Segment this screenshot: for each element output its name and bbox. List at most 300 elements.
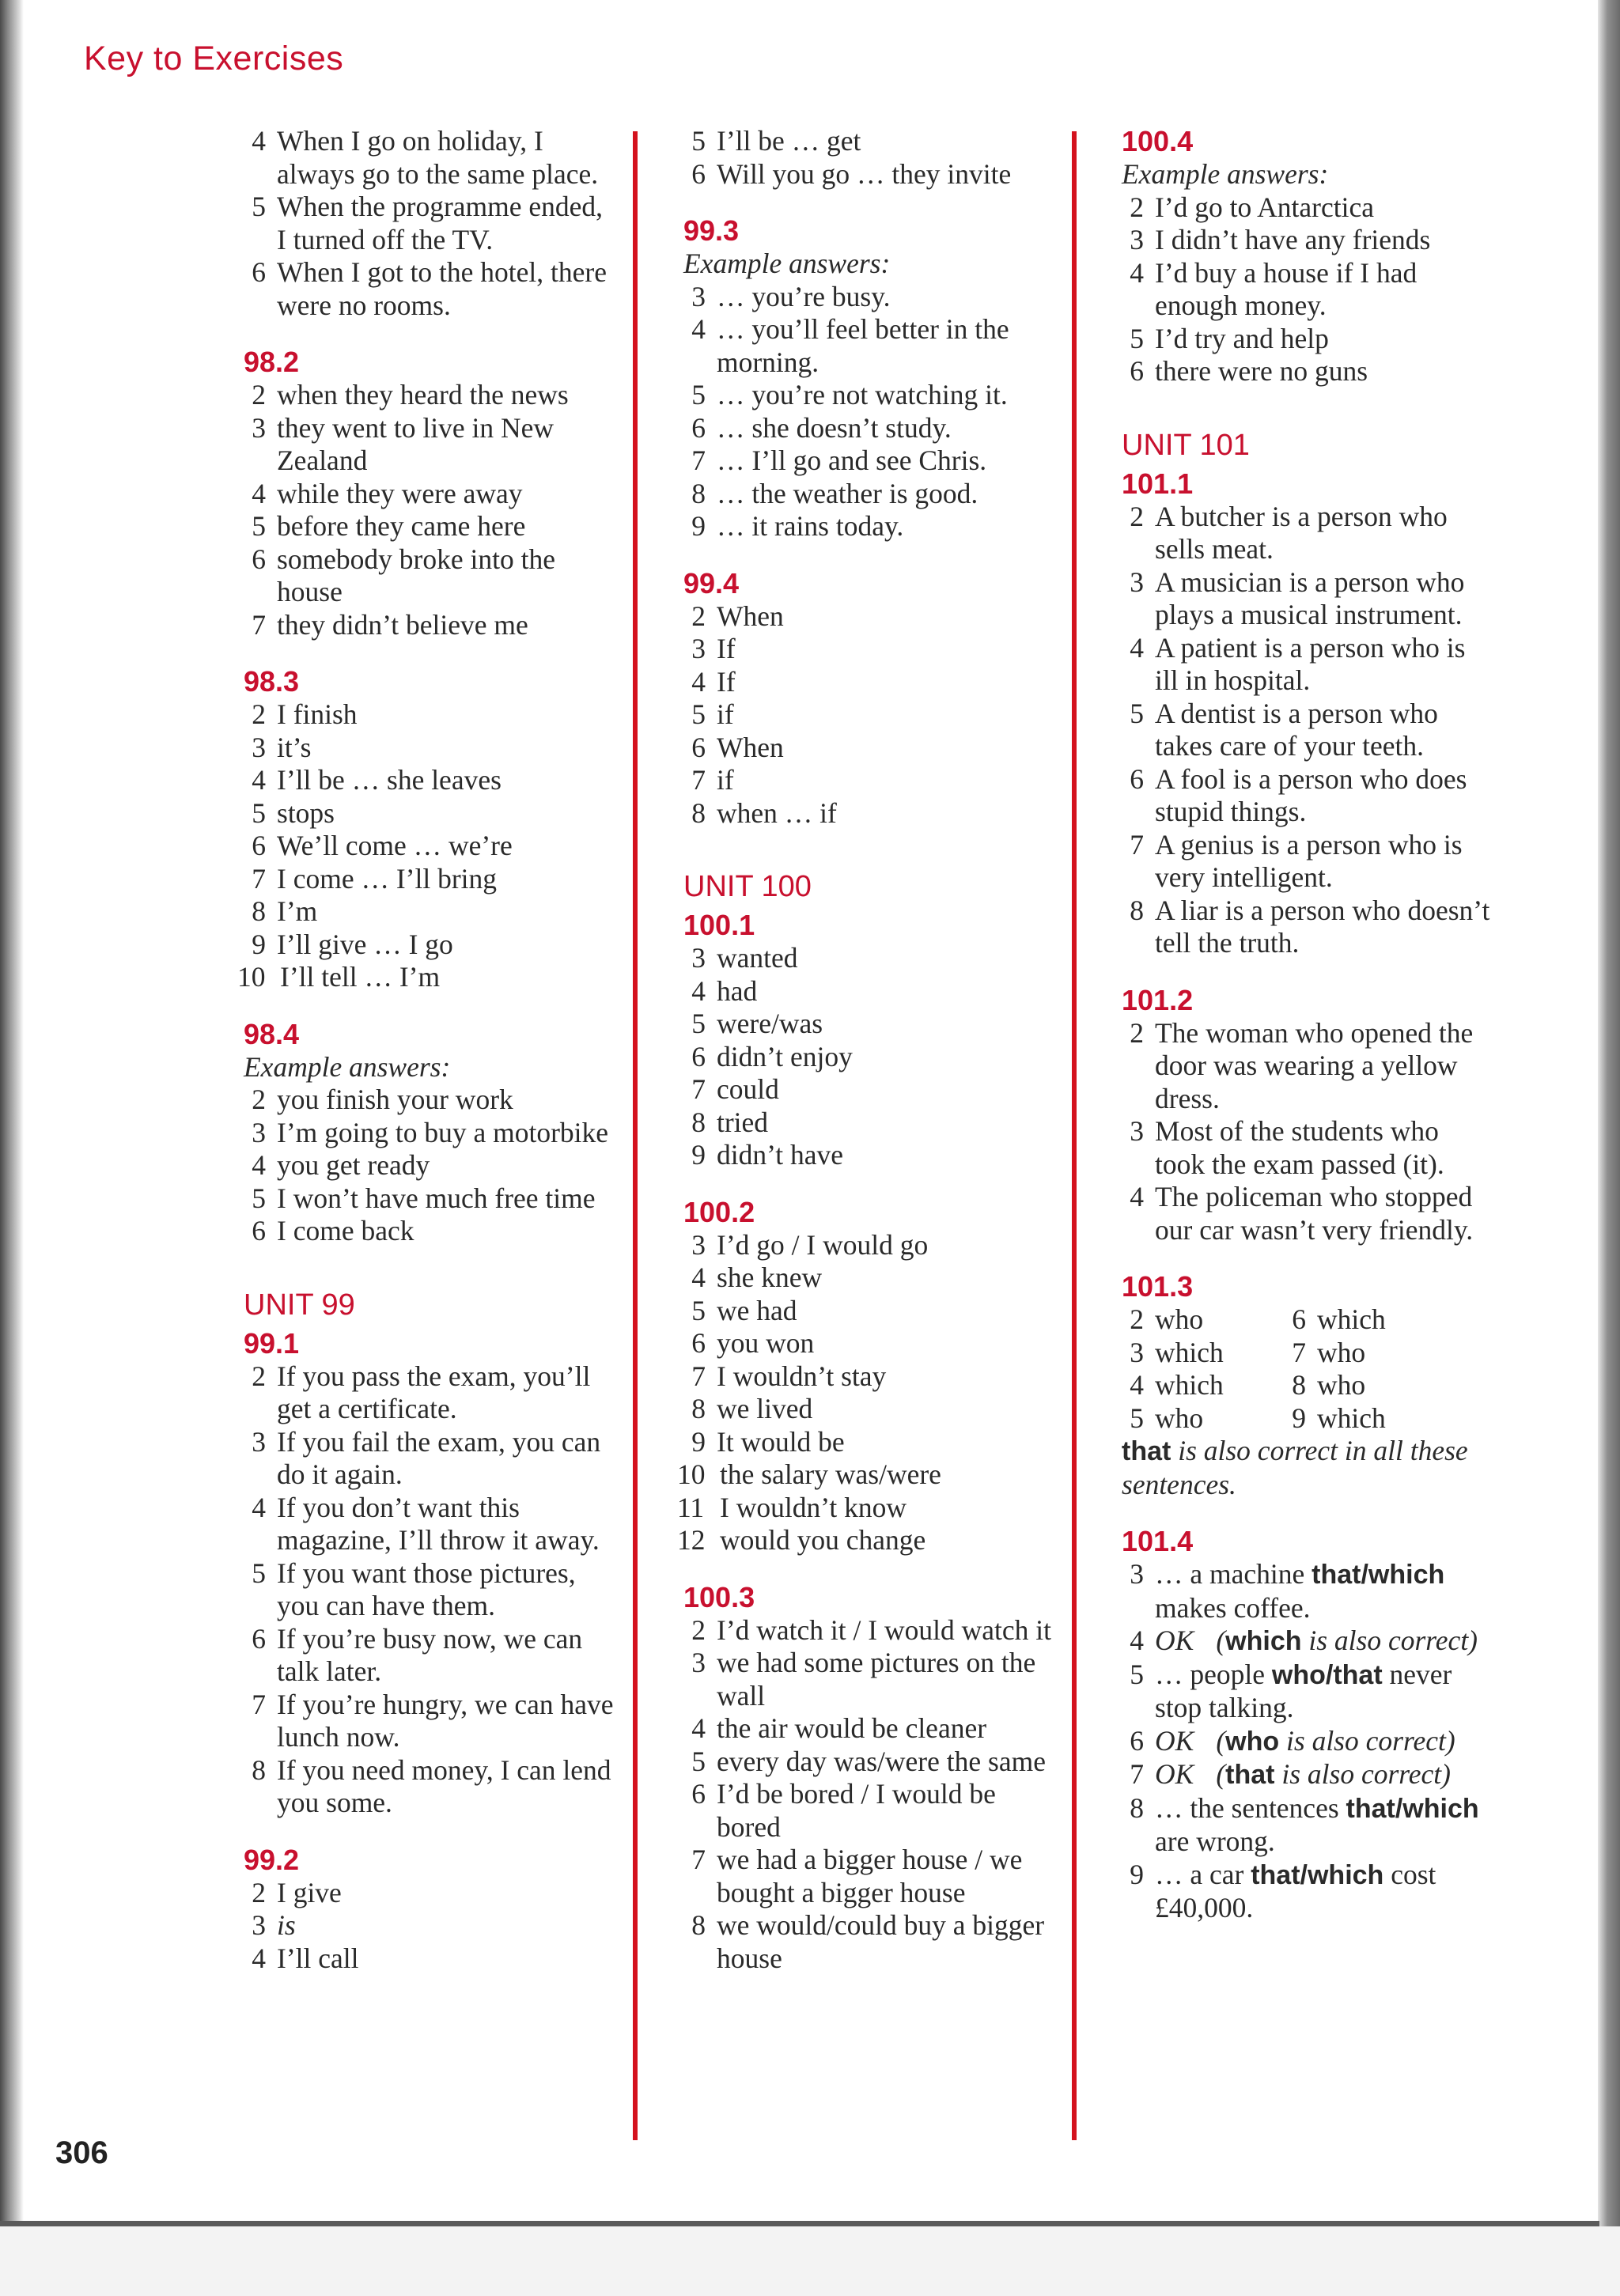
answer-text: … the sentences <box>1155 1791 1346 1824</box>
example-answers-note: Example answers: <box>244 1050 451 1083</box>
item-number: 3 <box>691 633 706 664</box>
unit-heading: UNIT 99 <box>244 1288 355 1322</box>
item-number: 8 <box>1292 1369 1306 1401</box>
answer-item <box>244 732 615 765</box>
answer-item <box>683 281 1055 314</box>
item-number: 7 <box>691 1073 706 1105</box>
answer-text: … you’re not watching it. <box>717 379 1008 410</box>
answer-item <box>1122 1181 1493 1246</box>
answer-text: who <box>1317 1336 1366 1368</box>
answer-list <box>683 942 1055 1172</box>
answer-item <box>1122 323 1493 356</box>
answer-item <box>1122 1659 1493 1725</box>
item-number: 4 <box>1130 1181 1144 1212</box>
item-number: 6 <box>1130 1724 1144 1757</box>
answer-text: A liar is a person who doesn’t tell the truth. <box>1155 894 1490 959</box>
answer-item <box>1284 1337 1458 1370</box>
page-edge-shadow <box>1598 0 1620 2296</box>
answer-text: could <box>717 1073 779 1105</box>
item-number: 11 <box>677 1491 705 1523</box>
item-number: 3 <box>1130 224 1144 255</box>
answer-item <box>244 1084 615 1117</box>
item-number: 2 <box>252 1084 266 1115</box>
answer-text: would you change <box>720 1524 926 1556</box>
item-number: 9 <box>691 1425 706 1458</box>
item-number: 6 <box>252 1215 266 1246</box>
item-number: 10 <box>677 1458 706 1490</box>
item-number: 3 <box>252 1909 266 1941</box>
item-number: 7 <box>691 444 706 476</box>
item-number: 5 <box>691 1008 706 1039</box>
answer-list <box>1122 1017 1493 1247</box>
answer-text: … you’ll feel better in the morning. <box>717 313 1009 378</box>
answer-item <box>1284 1303 1458 1337</box>
answer-item <box>683 125 1055 158</box>
section-heading: 101.2 <box>1122 983 1194 1016</box>
answer-item <box>1122 501 1493 566</box>
answer-item <box>683 1647 1055 1712</box>
answer-text: If you need money, I can lend you some. <box>277 1753 611 1818</box>
item-number: 3 <box>252 1425 266 1458</box>
answer-text: which <box>1155 1369 1224 1401</box>
item-number: 5 <box>691 698 706 730</box>
item-number: 9 <box>252 928 266 960</box>
item-number: 3 <box>1130 1558 1144 1590</box>
section-heading: 98.3 <box>244 665 300 698</box>
section-heading: 101.1 <box>1122 467 1194 500</box>
answer-text: I’ll tell … I’m <box>280 961 441 993</box>
item-number: 5 <box>691 1294 706 1326</box>
answer-text: We’ll come … we’re <box>277 830 513 861</box>
answer-item <box>683 1041 1055 1074</box>
answer-text: … she doesn’t study. <box>717 411 952 444</box>
item-number: 7 <box>1130 828 1144 861</box>
answer-item <box>244 478 615 511</box>
answer-item <box>244 1942 615 1976</box>
answer-item <box>244 125 615 191</box>
item-number: 7 <box>1130 1758 1144 1790</box>
answer-item <box>677 1458 1055 1492</box>
answer-item <box>1122 1859 1493 1925</box>
answer-text: When the programme ended, I turned off the TV. <box>277 191 604 255</box>
answer-item <box>683 1295 1055 1328</box>
answer-item <box>1122 1369 1284 1402</box>
answer-ok: OK <box>1155 1758 1194 1790</box>
item-number: 6 <box>252 830 266 861</box>
item-number: 7 <box>252 608 266 641</box>
item-number: 2 <box>1130 500 1144 532</box>
answer-list <box>1122 191 1493 388</box>
item-number: 3 <box>691 1647 706 1678</box>
answer-column-2 <box>677 125 1055 1975</box>
answer-text: the salary was/were <box>720 1458 941 1490</box>
answer-item <box>683 444 1055 478</box>
answer-text: which <box>1155 1336 1224 1368</box>
item-number: 6 <box>691 1327 706 1359</box>
answer-text: … it rains today. <box>717 510 904 542</box>
answer-text: A dentist is a person who takes care of your teeth. <box>1155 697 1438 762</box>
answer-text: stops <box>277 796 335 829</box>
item-number: 6 <box>1292 1303 1306 1335</box>
answer-keyword: that/which <box>1312 1560 1445 1590</box>
item-number: 6 <box>1130 762 1144 795</box>
unit-heading: UNIT 101 <box>1122 428 1250 462</box>
note-keyword: that <box>1122 1436 1171 1466</box>
answer-item <box>1122 632 1493 698</box>
answer-text: before they came here <box>277 510 526 542</box>
answer-item <box>677 1491 1055 1525</box>
item-number: 7 <box>252 1688 266 1720</box>
answer-text: Will you go … they invite <box>717 157 1012 190</box>
answer-item <box>683 1360 1055 1394</box>
answer-item <box>683 1139 1055 1172</box>
answer-ok: OK <box>1155 1625 1194 1656</box>
answer-text: it’s <box>277 731 312 763</box>
answer-ok: OK <box>1155 1724 1194 1757</box>
item-number: 6 <box>691 1040 706 1072</box>
answer-item <box>244 609 615 642</box>
answer-text: somebody broke into the house <box>277 543 555 607</box>
item-number: 4 <box>691 1261 706 1293</box>
answer-item <box>683 732 1055 765</box>
answer-column-1 <box>237 125 615 1975</box>
item-number: 8 <box>691 1393 706 1424</box>
answer-list <box>683 125 1055 191</box>
answer-item <box>683 1778 1055 1844</box>
item-number: 2 <box>1130 1303 1144 1335</box>
answer-text: ( <box>1216 1625 1226 1656</box>
answer-text: A genius is a person who is very intelligent. <box>1155 828 1463 893</box>
answer-item <box>244 256 615 322</box>
answer-item <box>683 158 1055 191</box>
item-number: 8 <box>252 1753 266 1786</box>
item-number: 4 <box>1130 631 1144 664</box>
page-gutter-shadow <box>0 0 24 2296</box>
answer-text: if <box>717 698 734 730</box>
item-number: 6 <box>691 731 706 763</box>
section-heading: 99.4 <box>683 566 740 600</box>
answer-item <box>677 1524 1055 1557</box>
item-number: 3 <box>1130 1115 1144 1147</box>
answer-text: are wrong. <box>1155 1825 1275 1857</box>
item-number: 2 <box>252 1360 266 1392</box>
answer-text: I’d buy a house if I had enough money. <box>1155 256 1418 321</box>
answer-item <box>244 1877 615 1910</box>
answer-text: If <box>717 633 736 664</box>
answer-item <box>1122 224 1493 257</box>
item-number: 5 <box>1130 1401 1144 1434</box>
answer-item <box>244 1623 615 1689</box>
item-number: 6 <box>252 1622 266 1655</box>
answer-text: every day was/were the same <box>717 1745 1046 1777</box>
answer-text: If you want those pictures, you can have them. <box>277 1557 576 1621</box>
answer-item <box>683 1008 1055 1041</box>
answer-list <box>244 1360 615 1820</box>
item-number: 5 <box>252 1182 266 1214</box>
answer-text: I’ll be … she leaves <box>277 764 502 796</box>
answer-text: … you’re busy. <box>717 280 891 312</box>
answer-item <box>683 1393 1055 1426</box>
answer-text: When I got to the hotel, there were no rooms. <box>277 256 607 321</box>
item-number: 6 <box>691 1778 706 1810</box>
answer-list <box>244 125 615 322</box>
section-heading: 100.1 <box>683 909 755 941</box>
answer-item <box>1122 829 1493 895</box>
item-number: 8 <box>252 895 266 927</box>
answer-text: … I’ll go and see Chris. <box>717 444 987 476</box>
answer-list <box>683 1614 1055 1976</box>
answer-text: is also correct) <box>1279 1724 1455 1757</box>
answer-grid <box>1122 1303 1493 1435</box>
item-number: 7 <box>252 862 266 895</box>
section-heading: 98.4 <box>244 1017 300 1050</box>
answer-item <box>1122 698 1493 763</box>
item-number: 4 <box>252 1491 266 1523</box>
answer-list <box>244 1084 615 1248</box>
item-number: 2 <box>691 1613 706 1646</box>
answer-item <box>1122 1758 1493 1792</box>
answer-text: who <box>1317 1369 1366 1401</box>
answer-text: we had some pictures on the wall <box>717 1647 1036 1712</box>
scan-margin <box>0 2226 1620 2296</box>
answer-text: makes coffee. <box>1155 1591 1311 1624</box>
item-number: 3 <box>252 411 266 444</box>
answer-item <box>1284 1402 1458 1435</box>
answer-text: I finish <box>277 698 358 730</box>
answer-text: I give <box>277 1876 342 1908</box>
answer-item <box>244 1117 615 1150</box>
item-number: 2 <box>691 600 706 632</box>
answer-text: there were no guns <box>1155 355 1368 387</box>
answer-item <box>1122 191 1493 225</box>
answer-item <box>244 698 615 732</box>
answer-item <box>683 600 1055 634</box>
section-heading: 100.3 <box>683 1580 755 1613</box>
answer-text: didn’t enjoy <box>717 1040 853 1072</box>
answer-item <box>683 1261 1055 1295</box>
answer-item <box>244 1149 615 1182</box>
example-answers-note: Example answers: <box>683 248 891 279</box>
answer-text: I won’t have much free time <box>277 1182 596 1214</box>
item-number: 4 <box>252 477 266 509</box>
answer-item <box>244 1557 615 1623</box>
answer-text: I come back <box>277 1215 414 1246</box>
answer-item <box>244 1215 615 1248</box>
page-bottom-border <box>0 2221 1599 2226</box>
item-number: 8 <box>691 1106 706 1138</box>
answer-text: never stop talking. <box>1155 1658 1452 1723</box>
answer-item <box>244 797 615 830</box>
section-heading: 99.1 <box>244 1326 300 1360</box>
answer-item <box>1122 566 1493 632</box>
answer-text: is <box>277 1909 296 1941</box>
answer-text: I’ll call <box>277 1942 359 1974</box>
answer-item <box>1122 1792 1493 1859</box>
answer-text: they went to live in New Zealand <box>277 411 554 476</box>
answer-text: were/was <box>717 1008 823 1039</box>
item-number: 4 <box>1130 1625 1144 1656</box>
answer-text: I’d go to Antarctica <box>1155 191 1374 223</box>
answer-text: cost £40,000. <box>1155 1858 1436 1923</box>
item-number: 5 <box>691 1745 706 1777</box>
answer-item <box>244 1360 615 1426</box>
item-number: 3 <box>691 1228 706 1261</box>
answer-item <box>244 1426 615 1492</box>
answer-text: they didn’t believe me <box>277 608 528 641</box>
item-number: 3 <box>1130 1336 1144 1368</box>
answer-item <box>244 1689 615 1754</box>
answer-text: A fool is a person who does stupid things. <box>1155 762 1467 827</box>
answer-keyword: that <box>1225 1760 1275 1790</box>
answer-text: we had a bigger house / we bought a bigger house <box>717 1844 1023 1908</box>
section-heading: 98.2 <box>244 346 300 378</box>
answer-text: the air would be cleaner <box>717 1712 987 1744</box>
answer-text: A patient is a person who is ill in hospital. <box>1155 631 1466 696</box>
answer-item <box>244 929 615 962</box>
answer-item <box>683 478 1055 511</box>
answer-item <box>244 510 615 543</box>
section-heading: 100.4 <box>1122 125 1194 157</box>
answer-item <box>683 1106 1055 1140</box>
example-answers-note: Example answers: <box>1122 158 1329 190</box>
answer-list <box>1122 1558 1493 1925</box>
item-number: 5 <box>252 191 266 222</box>
answer-text: we had <box>717 1294 797 1326</box>
answer-item <box>683 313 1055 379</box>
item-number: 5 <box>252 510 266 542</box>
answer-list <box>677 1228 1055 1557</box>
item-number: 4 <box>252 1149 266 1181</box>
item-number: 9 <box>691 510 706 542</box>
answer-item <box>683 1073 1055 1106</box>
answer-item <box>244 1182 615 1216</box>
item-number: 6 <box>1130 355 1144 387</box>
answer-text: I’d go / I would go <box>717 1228 929 1261</box>
answer-text: who <box>1155 1401 1204 1434</box>
answer-text: ( <box>1216 1724 1226 1757</box>
note-text: is also correct in all these sentences. <box>1122 1435 1468 1500</box>
usage-note <box>1122 1435 1493 1501</box>
answer-item <box>683 412 1055 445</box>
item-number: 7 <box>1292 1336 1306 1368</box>
answer-text: When I go on holiday, I always go to the same place. <box>277 125 599 190</box>
item-number: 6 <box>691 157 706 190</box>
column-divider-left <box>633 131 638 2140</box>
answer-text: A butcher is a person who sells meat. <box>1155 500 1448 565</box>
answer-text: we would/could buy a bigger house <box>717 1909 1045 1974</box>
item-number: 2 <box>1130 191 1144 223</box>
answer-item <box>683 633 1055 666</box>
item-number: 8 <box>691 796 706 829</box>
item-number: 4 <box>1130 1369 1144 1401</box>
answer-text: we lived <box>717 1393 813 1424</box>
answer-text: tried <box>717 1106 769 1138</box>
answer-keyword: who/that <box>1271 1659 1383 1690</box>
item-number: 5 <box>691 379 706 410</box>
answer-text: When <box>717 731 784 763</box>
page-title: Key to Exercises <box>84 40 344 78</box>
answer-item <box>683 698 1055 732</box>
answer-item <box>244 1909 615 1942</box>
answer-keyword: that/which <box>1251 1859 1384 1890</box>
item-number: 4 <box>252 1942 266 1974</box>
answer-item <box>244 764 615 797</box>
answer-text: I’m going to buy a motorbike <box>277 1116 609 1148</box>
section-heading: 99.2 <box>244 1843 300 1876</box>
item-number: 9 <box>1130 1858 1144 1890</box>
item-number: 3 <box>691 942 706 974</box>
answer-list <box>1122 501 1493 960</box>
answer-text: I’d watch it / I would watch it <box>717 1613 1051 1646</box>
answer-item <box>1122 895 1493 960</box>
answer-text: If you don’t want this magazine, I’ll throw it away. <box>277 1491 600 1556</box>
item-number: 7 <box>691 1360 706 1392</box>
item-number: 4 <box>691 665 706 698</box>
answer-text: If you’re busy now, we can talk later. <box>277 1622 583 1687</box>
answer-text: I wouldn’t stay <box>717 1360 887 1392</box>
item-number: 6 <box>691 411 706 444</box>
answer-text: If you’re hungry, we can have lunch now. <box>277 1688 614 1753</box>
item-number: 4 <box>252 764 266 796</box>
answer-list <box>244 379 615 641</box>
item-number: 4 <box>691 313 706 345</box>
item-number: 5 <box>1130 697 1144 729</box>
answer-item <box>683 1712 1055 1746</box>
item-number: 12 <box>677 1524 706 1556</box>
answer-text: if <box>717 764 734 796</box>
section-heading: 99.3 <box>683 214 740 247</box>
answer-item <box>683 797 1055 830</box>
answer-text: … a machine <box>1155 1558 1312 1590</box>
answer-text: you get ready <box>277 1149 430 1181</box>
answer-text: she knew <box>717 1261 823 1293</box>
item-number: 3 <box>691 280 706 312</box>
answer-text: is also correct) <box>1301 1625 1478 1656</box>
answer-keyword: who <box>1225 1726 1280 1757</box>
answer-item <box>1122 1017 1493 1116</box>
column-divider-right <box>1072 131 1077 2140</box>
item-number: 5 <box>252 796 266 829</box>
item-number: 5 <box>252 1557 266 1589</box>
answer-text: which <box>1317 1401 1386 1434</box>
answer-list <box>244 1877 615 1976</box>
answer-item <box>244 412 615 478</box>
item-number: 9 <box>1292 1401 1306 1434</box>
answer-item <box>1122 1625 1493 1659</box>
item-number: 5 <box>1130 1658 1144 1690</box>
answer-item <box>683 764 1055 797</box>
section-heading: 101.3 <box>1122 1270 1194 1303</box>
item-number: 7 <box>691 764 706 796</box>
section-heading: 101.4 <box>1122 1525 1194 1557</box>
item-number: 4 <box>1130 256 1144 289</box>
item-number: 9 <box>691 1139 706 1171</box>
answer-list <box>237 698 615 994</box>
answer-text: I’d be bored / I would be bored <box>717 1778 996 1843</box>
answer-item <box>1122 355 1493 388</box>
answer-text: It would be <box>717 1425 845 1458</box>
answer-item <box>1122 1402 1284 1435</box>
answer-column-3 <box>1122 125 1493 1925</box>
item-number: 3 <box>252 1116 266 1148</box>
answer-item <box>683 1844 1055 1909</box>
answer-text: ( <box>1216 1758 1226 1790</box>
answer-keyword: that/which <box>1346 1793 1479 1824</box>
unit-heading: UNIT 100 <box>683 870 812 903</box>
answer-text: I’ll be … get <box>717 125 861 157</box>
item-number: 5 <box>1130 322 1144 354</box>
answer-text: If <box>717 665 736 698</box>
